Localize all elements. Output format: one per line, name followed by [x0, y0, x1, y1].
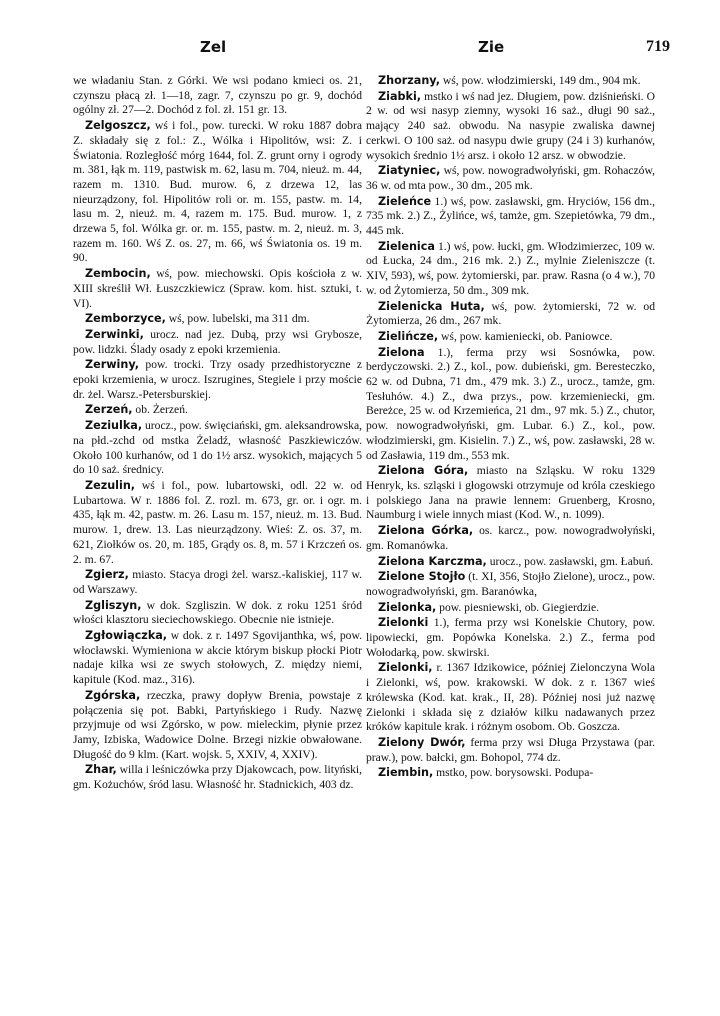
- entry-zgorska: Zgórska, rzeczka, prawy dopływ Brenia, powstaje z połączenia się pot. Babki, Partyńskiego i Rudy. Nazwę przyjmuje od wsi Zgórsko, w pow. mieleckim, płynie przez Jamy, Izbiska, Wadowice Dolne. Brzegi nizkie obwałowane. Długość do 9 klm. (Kart. wojsk. 5, XXIV, 4, XXIV).: [73, 688, 362, 761]
- entry-zerzen: Zerzeń, ob. Żerzeń.: [85, 403, 188, 417]
- entry-zielence: Zieleńce 1.) wś, pow. zasławski, gm. Hryciów, 156 dm., 735 mk. 2.) Z., Żylińce, wś, tamże, gm. Szepietówka, 79 dm., 445 mk.: [366, 194, 655, 238]
- left-column: [73, 74, 362, 794]
- entry-zielona: Zielona 1.), ferma przy wsi Sosnówka, pow. berdyczowski. 2.) Z., kol., pow. dubieński, gm. Beresteczko, 62 w. od Dubna, 71 dm., 479 mk. 3.) Z., urocz., tamże, gm. Tesłuhów. 4.) Z., dwa przys., pow. krzemieniecki, gm. Bereżce, 25 w. od Krzemieńca, 21 dm., 97 mk. 5.) Z., chutor, pow. nowogradwołyński, gm. Lubar. 6.) Z., kol., pow. włodzimierski, gm. Kisielin. 7.) Z., wś, pow. zasławski, 28 w. od Zasławia, 119 dm., 553 mk.: [366, 345, 655, 462]
- entry-zielona-karczma: Zielona Karczma, urocz., pow. zasławski, gm. Łabuń.: [378, 554, 654, 568]
- entry-zezulin: Zezulin, wś i fol., pow. lubartowski, odl. 22 w. od Lubartowa. W r. 1886 fol. Z. rozl. m. 673, gr. or. i ogr. m. 435, łąk m. 42, pastw. m. 26. Lasu m. 157, nieuż. m. 13. Bud. murow. 1, drew. 13. Las nieurządzony. Wieś: Z. os. 37, m. 621, Ziołków os. 20, m. 185, Grądy os. 8, m. 57 i Krzczeń os. 2. m. 67.: [73, 478, 362, 566]
- entry-zembocin: Zembocin, wś, pow. miechowski. Opis kościoła z w. XIII skreślił Wł. Łuszczkiewicz (Spraw. kom. hist. sztuki, t. VI).: [73, 267, 362, 310]
- entry-zielenica: Zielenica 1.) wś, pow. łucki, gm. Włodzimierzec, 109 w. od Łucka, 24 dm., 216 mk. 2.) Z., mylnie Zieleniszcze (t. XIV, 593), wś, pow. żytomierski, par. praw. Rasna (o 4 w.), 70 w. od Żytomierza, 50 dm., 309 mk.: [366, 239, 655, 297]
- entry-zielona-gora: Zielona Góra, miasto na Szląsku. W roku 1329 Henryk, ks. szląski i głogowski otrzymuje od króla czeskiego i polskiego Jana na prawie lennem: Gruenberg, Krosno, Naumburg i wiele innych miast (Kod. W., n. 1099).: [366, 464, 655, 522]
- entry-zeziulka: Zeziulka, urocz., pow. święciański, gm. aleksandrowska, na płd.-zchd od mstka Żeladź, własność Paszkiewiczów. Około 100 kurhanów, od 1 do 1½ arsz. wysokich, mających 5 do 10 saż. średnicy.: [73, 419, 362, 477]
- entry-zielony-dwor: Zielony Dwór, ferma przy wsi Długa Przystawa (par. praw.), pow. bałcki, gm. Bohopol, 774 dz.: [366, 735, 655, 764]
- entry-zerwiny: Zerwiny, pow. trocki. Trzy osady przedhistoryczne z epoki krzemienia, w urocz. Iszrugines, Stegiele i przy moście dr. żel. Warsz.-Petersburskiej.: [73, 358, 362, 401]
- running-head-right: Zie: [478, 38, 505, 56]
- entry-zerwinki: Zerwinki, urocz. nad jez. Dubą, przy wsi Grybosze, pow. lidzki. Ślady osady z epoki krzemienia.: [73, 327, 362, 356]
- entry-zielonka: Zielonka, pow. piesniewski, ob. Giegierdzie.: [378, 600, 600, 614]
- entry-zielenicka-huta: Zielenicka Huta, wś, pow. żytomierski, 72 w. od Żytomierza, 26 dm., 267 mk.: [366, 299, 655, 328]
- entry-zhar: Zhar, willa i leśniczówka przy Djakowcach, pow. lityński, gm. Kożuchów, śród lasu. Własność hr. Stadnickich, 403 dz.: [73, 763, 362, 792]
- page-number: 719: [646, 38, 670, 55]
- entry-zhorzany: Zhorzany, wś, pow. włodzimierski, 149 dm., 904 mk.: [378, 74, 641, 87]
- running-head-left: Zel: [200, 38, 227, 56]
- entry-zgierz: Zgierz, miasto. Stacya drogi żel. warsz.-kaliskiej, 117 w. od Warszawy.: [73, 568, 362, 596]
- entry-continuation: we władaniu Stan. z Górki. We wsi podano kmieci os. 21, czynszu płacą zł. 1—18, zagr. 7, czynszu po gr. 9, dochód ogólny zł. 27—2. Dochód z fol. zł. 151 gr. 13.: [73, 74, 362, 117]
- entry-zielonki-1: Zielonki 1.), ferma przy wsi Konelskie Chutory, pow. lipowiecki, gm. Popówka Konelska. 2.) Z., ferma pod Wołodarką, pow. skwirski.: [366, 616, 655, 659]
- right-column: [366, 74, 655, 782]
- entry-ziatyniec: Ziatyniec, wś, pow. nowogradwołyński, gm. Rohaczów, 36 w. od mta pow., 30 dm., 205 mk.: [366, 164, 655, 192]
- entry-zelgoszcz: Zelgoszcz, wś i fol., pow. turecki. W roku 1887 dobra Z. składały się z fol.: Z., Wólka i Hipolitów, wsi: Z. i Światonia. Rozległość mórg 1644, fol. Z. grunt orny i ogrody m. 381, łąk m. 119, pastwisk m. 62, lasu m. 704, nieuż. m. 44, razem m. 1310. Bud. murow. 6, z drzewa 12, las nieurządzony, fol. Hipolitów roli or. m. 155, pastw. m. 14, lasu m. 2, nieuż. m. 4, razem m. 175. Bud. murow. 1, z drzewa 5, fol. Wólka gr. or. m. 155, pastw. m. 2, nieuż. m. 3, razem m. 160. Wś Z. os. 27, m. 66, wś Światonia os. 19 m. 90.: [73, 119, 362, 265]
- entry-zgliszyn: Zgliszyn, w dok. Szgliszin. W dok. z roku 1251 śród włości klasztoru sieciechowskiego. Obecnie nie istnieje.: [73, 598, 362, 627]
- entry-zemborzyce: Zemborzyce, wś, pow. lubelski, ma 311 dm.: [85, 312, 310, 326]
- entry-ziembin: Ziembin, mstko, pow. borysowski. Podupa-: [378, 766, 594, 780]
- entry-zglowiaczka: Zgłowiączka, w dok. z r. 1497 Sgovijanthka, wś, pow. włocławski. Wymieniona w akcie którym biskup płocki Piotr nadaje kilka wsi ze swych stołowych, Z. między niemi, kapitule (Kod. maz., 316).: [73, 629, 362, 687]
- entry-zielincze: Zielińcze, wś, pow. kamieniecki, ob. Paniowce.: [378, 329, 613, 343]
- entry-zielone-stojlo: Zielone Stojło (t. XI, 356, Stojło Zielone), urocz., pow. nowogradwołyński, gm. Baranówka,: [366, 570, 655, 598]
- entry-zielonki-2: Zielonki, r. 1367 Idzikowice, później Zielonczyna Wola i Zielonki, wś, pow. krakowski. W dok. z r. 1367 wieś królewska (Kod. kat. krak., II, 28). Później nosi już nazwę Zielonki i składa się z działów kilku nadawanych przez króków kapitule krak. i różnym osobom. Ob. Goszcza.: [366, 661, 655, 734]
- entry-zielona-gorka: Zielona Górka, os. karcz., pow. nowogradwołyński, gm. Romanówka.: [366, 524, 655, 552]
- entry-ziabki: Ziabki, mstko i wś nad jez. Długiem, pow. dziśnieński. O 2 w. od wsi nasyp ziemny, wysoki 16 saż., długi 90 saż., mający 240 saż. obwodu. Na nasypie zwaliska dawnej cerkwi. O 100 saż. od nasypu dwie grupy (24 i 3) kurhanów, wysokich średnio 1½ arsz. i około 12 arsz. w obwodzie.: [366, 89, 655, 162]
